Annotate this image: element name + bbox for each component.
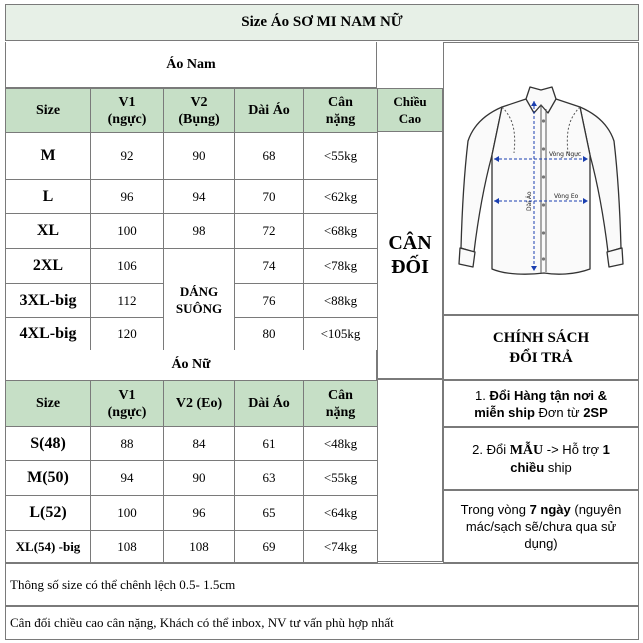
- table-row: [6, 496, 378, 531]
- policy-item-1-bold-c: 2SP: [583, 404, 608, 420]
- length-label: Dài Áo: [526, 191, 533, 211]
- weight-cell: <78kg: [304, 249, 378, 284]
- policy-title-line2: ĐỔI TRẢ: [509, 349, 573, 366]
- policy-item-3-text-a: Trong vòng: [460, 502, 530, 517]
- male-header-length: Dài Áo: [235, 89, 304, 133]
- policy-item-3-text-b: (nguyên mác/sạch sẽ/chưa qua sử dụng): [465, 502, 622, 551]
- shirt-illustration-box: [443, 42, 639, 315]
- chest-label: Vòng Ngực: [549, 151, 582, 158]
- left-cuff: [459, 248, 475, 267]
- male-header-v1: V1 (ngực): [91, 89, 164, 133]
- weight-cell: <48kg: [304, 427, 378, 461]
- v1-cell: 106: [91, 249, 164, 284]
- policy-item-3-bold: 7 ngày: [529, 502, 571, 517]
- policy-title: [443, 315, 639, 380]
- policy-item-2-bold-c: chiều: [510, 460, 545, 475]
- size-cell: M: [6, 133, 91, 180]
- note-size-variance: Thông số size có thể chênh lệch 0.5- 1.5cm: [5, 563, 639, 606]
- v1-cell: 100: [91, 214, 164, 249]
- table-row: [6, 214, 378, 249]
- policy-item-2-text-b: -> Hỗ trợ: [543, 442, 603, 457]
- weight-cell: <74kg: [304, 531, 378, 563]
- policy-item-1-number: 1.: [474, 387, 490, 403]
- female-header-weight: Cân nặng: [304, 381, 378, 427]
- table-row: [6, 461, 378, 496]
- page-title: Size Áo SƠ MI NAM NỮ: [5, 4, 639, 41]
- female-section-heading: Áo Nữ: [5, 350, 377, 380]
- policy-item-2-text-c: ship: [544, 460, 572, 475]
- v1-cell: 88: [91, 427, 164, 461]
- size-cell: M(50): [6, 461, 91, 496]
- size-cell: 2XL: [6, 249, 91, 284]
- female-size-table: [5, 380, 378, 563]
- weight-cell: <105kg: [304, 318, 378, 351]
- female-header-v1: V1 (ngực): [91, 381, 164, 427]
- female-header-length: Dài Áo: [235, 381, 304, 427]
- v1-cell: 120: [91, 318, 164, 351]
- v2-cell: 90: [164, 133, 235, 180]
- policy-item-1-text: Đơn từ: [534, 404, 584, 420]
- size-cell: 3XL-big: [6, 284, 91, 318]
- male-header-size: Size: [6, 89, 91, 133]
- size-cell: L(52): [6, 496, 91, 531]
- v2-cell: 90: [164, 461, 235, 496]
- fit-style-merged-cell: DÁNG SUÔNG: [164, 249, 235, 351]
- size-cell: 4XL-big: [6, 318, 91, 351]
- v2-cell: 94: [164, 180, 235, 214]
- length-cell: 72: [235, 214, 304, 249]
- policy-item-2-bold-a: MẪU: [509, 443, 544, 458]
- length-cell: 65: [235, 496, 304, 531]
- female-header-row: [6, 381, 378, 427]
- size-cell: XL: [6, 214, 91, 249]
- length-cell: 76: [235, 284, 304, 318]
- length-cell: 63: [235, 461, 304, 496]
- size-cell: XL(54) -big: [6, 531, 91, 563]
- right-cuff: [607, 248, 623, 267]
- length-cell: 69: [235, 531, 304, 563]
- v2-cell: 108: [164, 531, 235, 563]
- policy-item-2-text-a: 2. Đổi: [472, 442, 510, 457]
- policy-item-1-bold-a: Đổi Hàng tận nơi &: [489, 387, 608, 403]
- v1-cell: 92: [91, 133, 164, 180]
- balance-cell-female: [377, 379, 443, 562]
- female-header-size: Size: [6, 381, 91, 427]
- male-size-table: [5, 88, 378, 351]
- size-cell: S(48): [6, 427, 91, 461]
- weight-cell: <62kg: [304, 180, 378, 214]
- male-header-weight: Cân nặng: [304, 89, 378, 133]
- v1-cell: 108: [91, 531, 164, 563]
- weight-cell: <68kg: [304, 214, 378, 249]
- table-row: [6, 427, 378, 461]
- v2-cell: 98: [164, 214, 235, 249]
- note-consultation: Cân đối chiều cao cân nặng, Khách có thể inbox, NV tư vấn phù hợp nhất: [5, 606, 639, 640]
- weight-cell: <55kg: [304, 461, 378, 496]
- table-row: [6, 249, 378, 284]
- v2-cell: 96: [164, 496, 235, 531]
- shirt-diagram: [444, 43, 638, 314]
- table-row: [6, 133, 378, 180]
- female-header-v2: V2 (Eo): [164, 381, 235, 427]
- policy-item-2-bold-b: 1: [602, 442, 610, 457]
- v1-cell: 94: [91, 461, 164, 496]
- length-cell: 74: [235, 249, 304, 284]
- v1-cell: 96: [91, 180, 164, 214]
- height-header: Chiều Cao: [377, 88, 443, 132]
- v2-cell: 84: [164, 427, 235, 461]
- policy-item-2: [443, 427, 639, 490]
- policy-item-1: [443, 380, 639, 427]
- length-cell: 80: [235, 318, 304, 351]
- table-row: [6, 180, 378, 214]
- waist-label: Vòng Eo: [554, 193, 579, 200]
- policy-item-3: [443, 490, 639, 563]
- table-row: [6, 531, 378, 563]
- size-cell: L: [6, 180, 91, 214]
- v1-cell: 112: [91, 284, 164, 318]
- balance-label: CÂN ĐỐI: [377, 131, 443, 379]
- male-header-v2: V2 (Bụng): [164, 89, 235, 133]
- length-cell: 61: [235, 427, 304, 461]
- v1-cell: 100: [91, 496, 164, 531]
- weight-cell: <64kg: [304, 496, 378, 531]
- policy-item-1-bold-b: miễn ship: [474, 404, 535, 420]
- male-section-heading: Áo Nam: [5, 42, 377, 88]
- male-header-row: [6, 89, 378, 133]
- weight-cell: <88kg: [304, 284, 378, 318]
- length-cell: 70: [235, 180, 304, 214]
- policy-title-line1: CHÍNH SÁCH: [492, 329, 590, 346]
- weight-cell: <55kg: [304, 133, 378, 180]
- length-cell: 68: [235, 133, 304, 180]
